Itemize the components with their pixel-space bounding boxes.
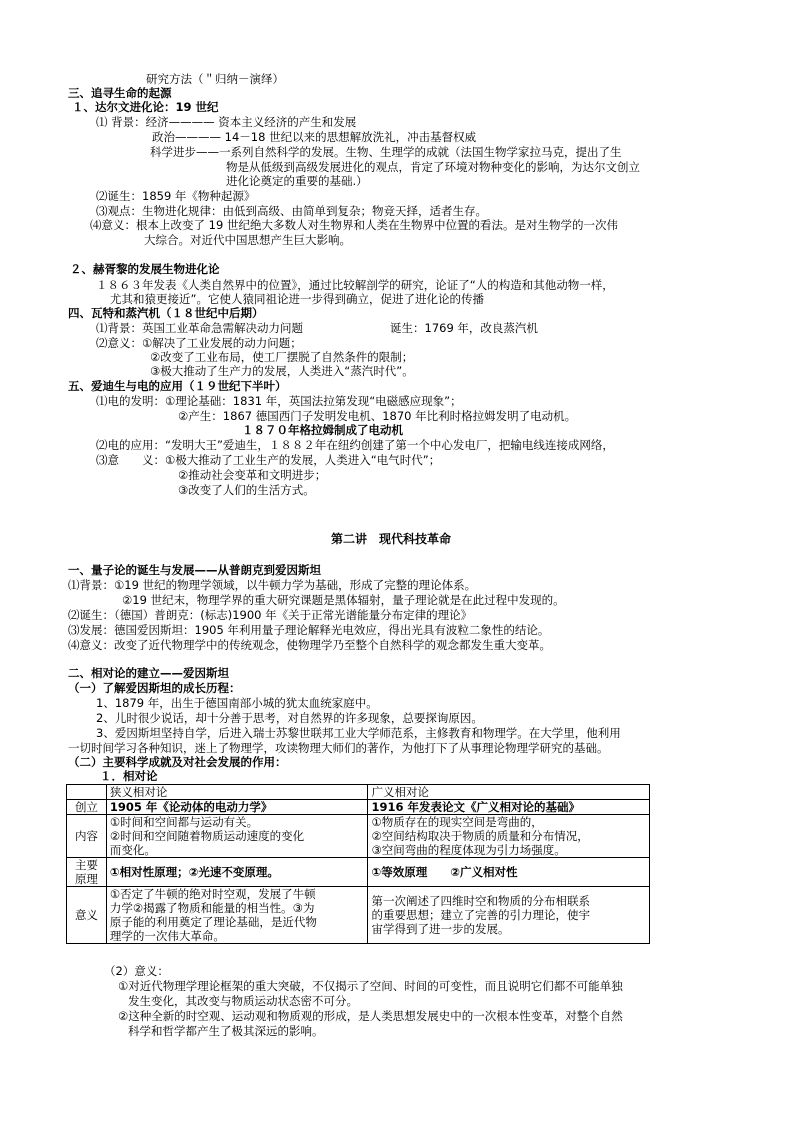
section-heading-edison: 五、爱迪生与电的应用（１９世纪下半叶）: [68, 379, 287, 393]
table-row-label: [67, 887, 107, 944]
table-cell-text: 的重要思想；建立了完善的引力理论，使宇: [371, 908, 590, 922]
relativity-significance-1: ①对近代物理学理论框架的重大突破，不仅揭示了空间、时间的可变性，而且说明它们都不可能单独: [118, 979, 623, 993]
einstein-item-3-cont: 一切时间学习各种知识，迷上了物理学，攻读物理大师们的著作，为他打下了从事理论物理学研究的基础。: [68, 741, 609, 755]
table-cell: [106, 887, 368, 944]
table-cell-text: ②时间和空间随着物质运动速度的变化: [109, 829, 305, 843]
section-heading-quantum: 一、量子论的诞生与发展——从普朗克到爱因斯坦: [68, 563, 321, 577]
electricity-invention-motor: １８７０年格拉姆制成了电动机: [242, 423, 403, 437]
relativity-comparison-table: [66, 784, 650, 944]
table-cell-text: 内容: [74, 829, 98, 843]
table-cell-text: 宙学得到了进一步的发展。: [371, 922, 510, 936]
darwin-birth: ⑵诞生：1859 年《物种起源》: [96, 189, 256, 203]
table-cell-text: 1905 年《论动体的电动力学》: [109, 800, 273, 814]
quantum-significance: ⑷意义：改变了近代物理学中的传统观念，使物理学乃至整个自然科学的观念都发生重大变革。: [68, 638, 551, 652]
method-line: 研究方法（＂归纳－演绎）: [146, 72, 284, 86]
table-cell-text: 理学的一次伟大革命。: [109, 929, 225, 943]
section-heading-watt: 四、瓦特和蒸汽机（１８世纪中后期）: [68, 306, 264, 320]
electricity-significance-1: ⑶意 义：①极大推动了工业生产的发展，人类进入“电气时代”；: [96, 453, 441, 467]
table-cell-text: 意义: [74, 908, 98, 922]
section-heading-relativity: 二、相对论的建立——爱因斯坦: [68, 666, 229, 680]
table-cell-text: ①时间和空间都与运动有关。: [109, 815, 259, 829]
darwin-background-economy: ⑴ 背景：经济———— 资本主义经济的产生和发展: [96, 115, 357, 129]
subheading-relativity: １．相对论: [100, 769, 158, 783]
table-row: [67, 858, 650, 887]
watt-significance-3: ③极大推动了生产力的发展，人类进入“蒸汽时代”。: [150, 364, 414, 378]
table-row-label: [67, 815, 107, 858]
table-row: [67, 815, 650, 858]
lecture-title: 第二讲 现代科技革命: [331, 532, 452, 546]
electricity-application: ⑵电的应用：“发明大王”爱迪生，１８８２年在纽约创建了第一个中心发电厂，把输电线连接成网络，: [96, 438, 614, 452]
einstein-item-2: 2、儿时很少说话，却十分善于思考，对自然界的许多现象，总要探询原因。: [96, 711, 483, 725]
table-cell-text: 主要: [74, 858, 98, 872]
darwin-background-politics: 政治———— 14－18 世纪以来的思想解放洗礼，冲击基督权威: [152, 130, 477, 144]
table-cell-text: ②空间结构取决于物质的质量和分布情况，: [371, 829, 589, 843]
darwin-background-science-cont2: 进化论奠定的重要的基础.）: [226, 174, 368, 188]
relativity-significance-heading: （2）意义：: [104, 964, 169, 978]
quantum-background-1: ⑴背景：①19 世纪的物理学领域，以牛顿力学为基础，形成了完整的理论体系。: [68, 578, 477, 592]
darwin-significance: ⑷意义：根本上改变了 19 世纪绝大多数人对生物界和人类在生物界中位置的看法。是对生物学的一次伟: [90, 218, 618, 232]
watt-significance-2: ②改变了工业布局，使工厂摆脱了自然条件的限制；: [150, 350, 414, 364]
table-row: [67, 887, 650, 944]
table-cell: [368, 858, 650, 887]
table-header-cell: 狭义相对论: [106, 785, 368, 800]
watt-background: ⑴背景：英国工业革命急需解决动力问题: [96, 321, 303, 335]
watt-significance-1: ⑵意义：①解决了工业发展的动力问题；: [96, 336, 302, 350]
subheading-huxley: ２、赫胥黎的发展生物进化论: [70, 262, 220, 276]
table-header-row: [67, 785, 650, 800]
huxley-text-cont: 尤其和猿更接近”。它使人猿同祖论进一步得到确立，促进了进化论的传播: [110, 292, 484, 306]
table-cell-text: ③空间弯曲的程度体现为引力场强度。: [371, 843, 566, 857]
section-heading-origin-of-life: 三、追寻生命的起源: [68, 86, 172, 100]
table-cell-text: 原理: [74, 872, 98, 886]
darwin-viewpoint: ⑶观点：生物进化规律：由低到高级、由简单到复杂；物竞天择，适者生存。: [96, 204, 487, 218]
huxley-text: １８６３年发表《人类自然界中的位置》，通过比较解剖学的研究，论证了“人的构造和其他动物一样，: [96, 278, 614, 292]
relativity-significance-2-cont: 科学和哲学都产生了极其深远的影响。: [128, 1024, 324, 1038]
darwin-background-science-cont1: 物是从低级到高级发展进化的观点，肯定了环境对物种变化的影响，为达尔文创立: [226, 160, 640, 174]
quantum-background-2: ②19 世纪末，物理学界的重大研究课题是黑体辐射，量子理论就是在此过程中发现的。: [122, 593, 565, 607]
quantum-birth: ⑵诞生：（德国）普朗克：(标志)1900 年《关于正常光谱能量分布定律的理论》: [68, 608, 473, 622]
quantum-development: ⑶发展：德国爱因斯坦：1905 年利用量子理论解释光电效应，得出光具有波粒二象性的结论。: [68, 623, 550, 637]
table-cell: [368, 887, 650, 944]
table-cell: [368, 815, 650, 858]
subheading-einstein-growth: （一）了解爱因斯坦的成长历程：: [68, 681, 241, 695]
table-row-label: [67, 858, 107, 887]
subheading-achievements: （二）主要科学成就及对社会发展的作用：: [68, 755, 287, 769]
table-cell-text: ①物质存在的现实空间是弯曲的，: [371, 815, 543, 829]
table-cell: [106, 815, 368, 858]
table-row-label: [67, 800, 107, 815]
subheading-darwin: １、达尔文进化论：19 世纪: [72, 100, 219, 114]
table-cell-text: ①相对性原理；②光速不变原理。: [109, 865, 279, 879]
table-cell-text: 创立: [74, 800, 98, 814]
darwin-significance-cont: 大综合。对近代中国思想产生巨大影响。: [144, 233, 351, 247]
electricity-invention-theory: ⑴电的发明：①理论基础：1831 年，英国法拉第发现“电磁感应现象”；: [96, 394, 462, 408]
electricity-significance-3: ③改变了人们的生活方式。: [178, 483, 315, 497]
table-cell-text: 1916 年发表论文《广义相对论的基础》: [371, 800, 580, 814]
relativity-significance-1-cont: 发生变化，其改变与物质运动状态密不可分。: [128, 994, 358, 1008]
table-cell: [368, 800, 650, 815]
table-cell-text: 第一次阐述了四维时空和物质的分布相联系: [371, 894, 590, 908]
einstein-item-3: 3、爱因斯坦坚持自学，后进入瑞士苏黎世联邦工业大学师范系，主修教育和物理学。在大学里，他利用: [96, 726, 621, 740]
darwin-background-science: 科学进步——一系列自然科学的发展。生物、生理学的成就（法国生物学家拉马克，提出了生: [150, 145, 622, 159]
table-header-cell: 广义相对论: [368, 785, 650, 800]
table-cell-text: 力学②揭露了物质和能量的相当性。③为: [109, 901, 315, 915]
table-cell-text: 而变化。: [109, 843, 156, 857]
table-cell-text: ①等效原理 ②广义相对性: [371, 865, 518, 879]
table-cell-text: 原子能的利用奠定了理论基础，是近代物: [109, 915, 317, 929]
relativity-significance-2: ②这种全新的时空观、运动观和物质观的形成，是人类思想发展史中的一次根本性变革，对整个自然: [118, 1009, 623, 1023]
table-cell-text: ①否定了牛顿的绝对时空观，发展了牛顿: [109, 887, 316, 901]
table-cell: [106, 800, 368, 815]
electricity-invention-generator: ②产生：1867 德国西门子发明发电机、1870 年比利时格拉姆发明了电动机。: [178, 409, 577, 423]
table-cell: [106, 858, 368, 887]
table-header-cell: [67, 785, 107, 800]
electricity-significance-2: ②推动社会变革和文明进步；: [178, 468, 327, 482]
table-row: [67, 800, 650, 815]
watt-birth: 诞生：1769 年，改良蒸汽机: [390, 321, 538, 335]
einstein-item-1: 1、1879 年，出生于德国南部小城的犹太血统家庭中。: [96, 696, 378, 710]
